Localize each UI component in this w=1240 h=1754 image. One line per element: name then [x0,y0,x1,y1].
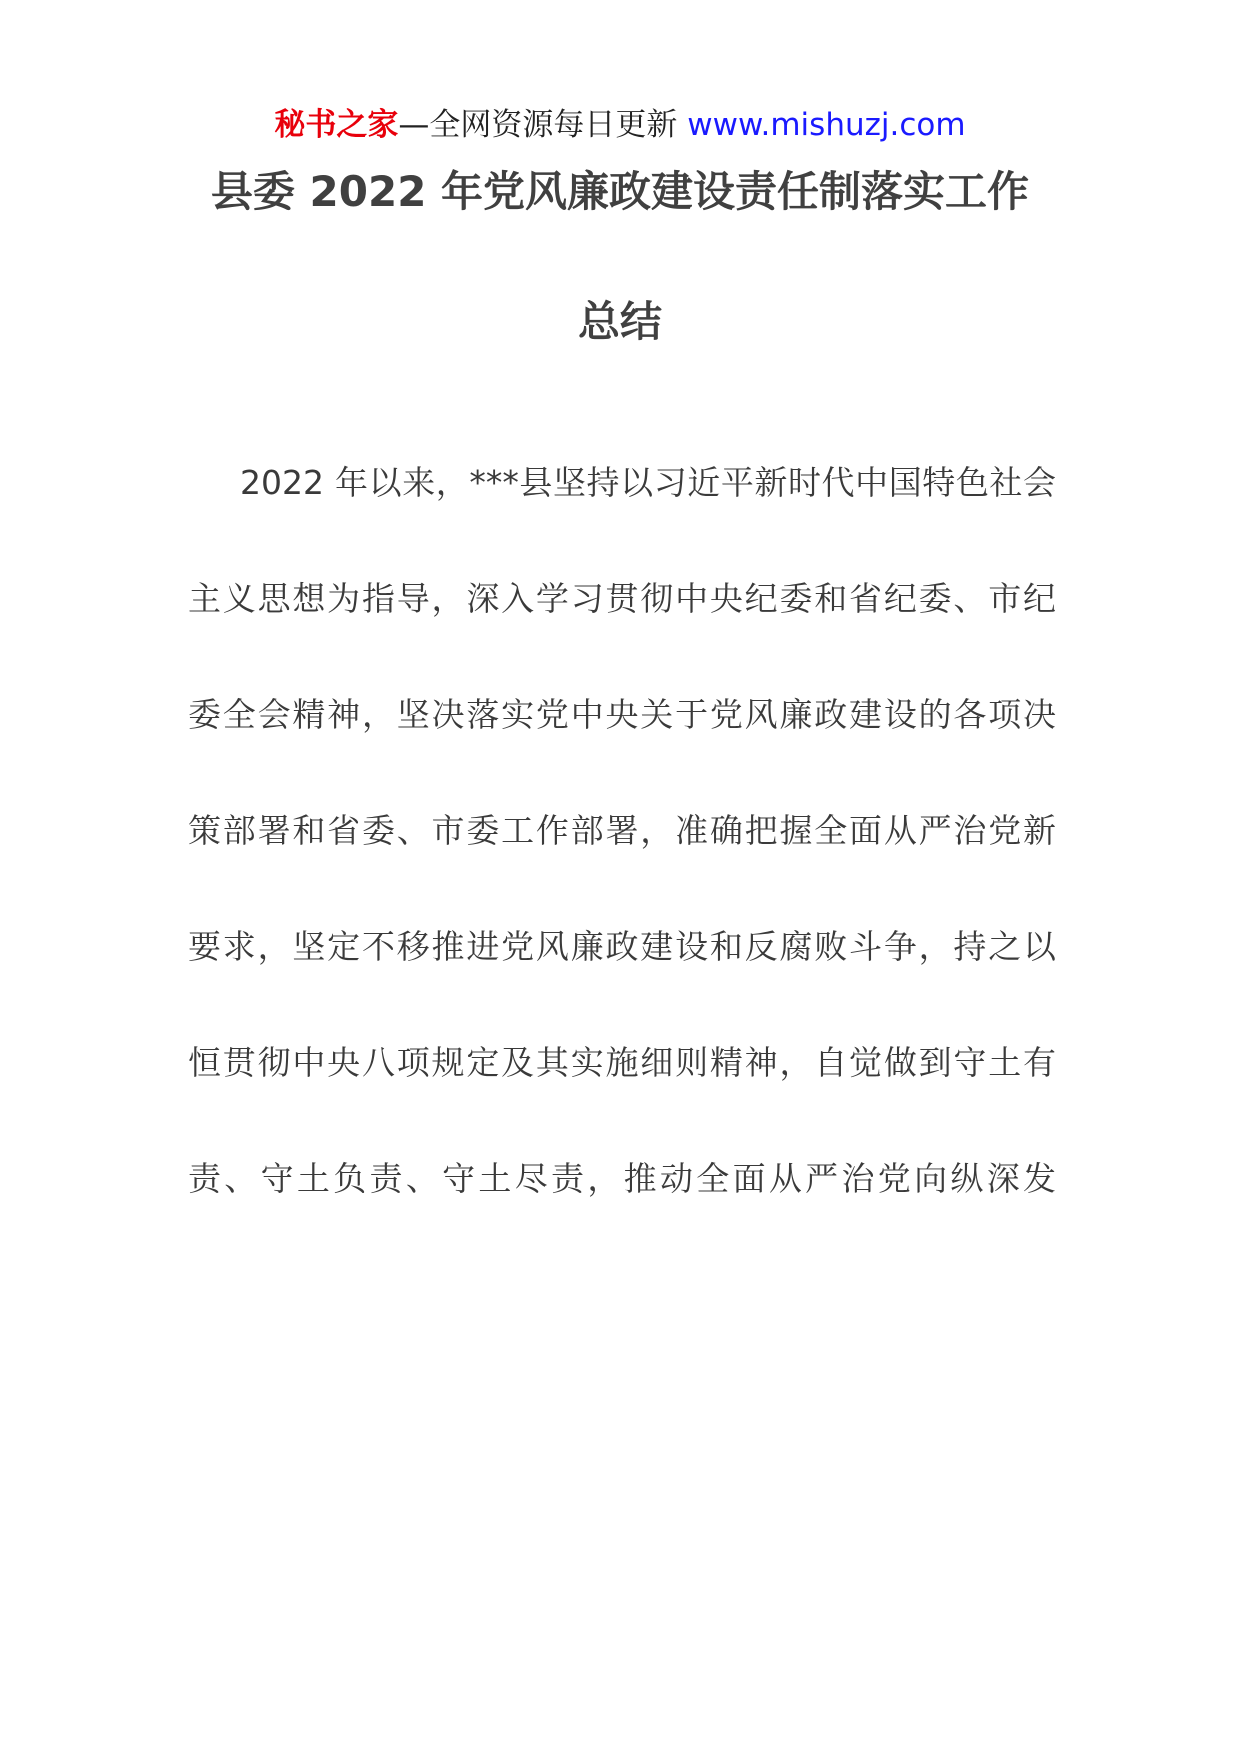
site-header [0,98,1240,152]
header-tagline: —全网资源每日更新 [398,107,678,143]
body-line-3: 委全会精神，坚决落实党中央关于党风廉政建设的各项决 [188,695,1056,734]
body-line-4: 策部署和省委、市委工作部署，准确把握全面从严治党新 [188,811,1056,850]
document-title-line-1: 县委 2022 年党风廉政建设责任制落实工作 [210,167,1030,216]
body-line-6: 恒贯彻中央八项规定及其实施细则精神，自觉做到守土有 [188,1043,1056,1082]
body-line-1: 2022 年以来，***县坚持以习近平新时代中国特色社会 [240,463,1056,502]
body-line-2: 主义思想为指导，深入学习贯彻中央纪委和省纪委、市纪 [188,579,1056,618]
site-url-link[interactable]: www.mishuzj.com [687,107,966,143]
body-line-5: 要求，坚定不移推进党风廉政建设和反腐败斗争，持之以 [188,927,1056,966]
document-title-line-2: 总结 [577,297,662,346]
brand-name: 秘书之家 [274,107,399,143]
body-line-7: 责、守土负责、守土尽责，推动全面从严治党向纵深发 [188,1159,1056,1198]
